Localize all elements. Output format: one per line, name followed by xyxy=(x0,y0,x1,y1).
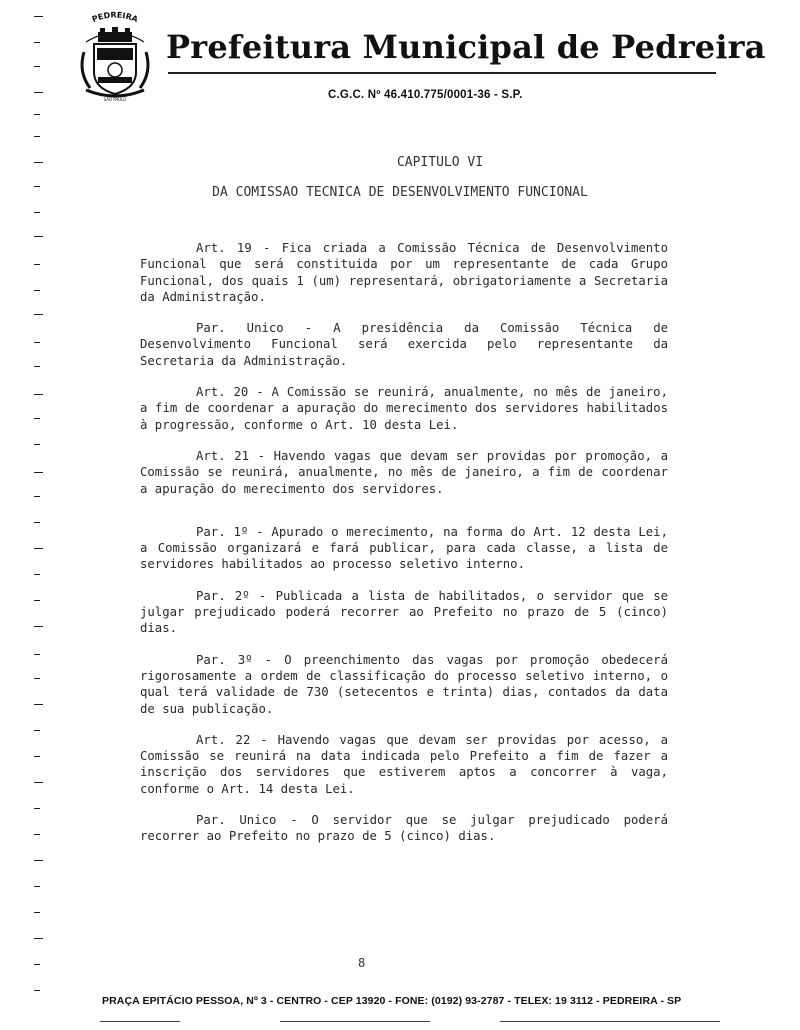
punch-mark xyxy=(34,236,43,237)
paragraph-par-2: Par. 2º - Publicada a lista de habilitados, o servidor que se julgar prejudicado poderá recorrer ao Prefeito no prazo de 5 (cinco) dias. xyxy=(140,588,668,636)
punch-mark xyxy=(34,522,40,523)
crest-label xyxy=(82,10,148,26)
punch-mark xyxy=(34,678,40,679)
punch-mark xyxy=(34,394,43,395)
punch-mark xyxy=(34,496,40,497)
municipal-crest-icon xyxy=(76,22,154,102)
paragraph-art-22: Art. 22 - Havendo vagas que devam ser providas por acesso, a Comissão se reunirá na data indicada pelo Prefeito a fim de fazer a inscrição dos servidores que estiverem aptos a concorrer à vaga, conforme o Art. 14 desta Lei. xyxy=(140,732,668,796)
page-title: Prefeitura Municipal de Pedreira xyxy=(166,28,766,66)
footer-rule xyxy=(280,1021,430,1022)
punch-mark xyxy=(34,290,40,291)
punch-mark xyxy=(34,418,40,419)
punch-mark xyxy=(34,964,40,965)
punch-mark xyxy=(34,990,40,991)
punch-mark xyxy=(34,886,40,887)
punch-mark xyxy=(34,314,43,315)
footer-address: PRAÇA EPITÁCIO PESSOA, Nº 3 - CENTRO - CEP 13920 - FONE: (0192) 93-2787 - TELEX: 19 3112 - PEDREIRA - SP xyxy=(102,995,682,1007)
paragraph-art-19-unico: Par. Unico - A presidência da Comissão Técnica de Desenvolvimento Funcional será exercida pelo representante da Secretaria da Administração. xyxy=(140,321,668,368)
punch-mark xyxy=(34,212,40,213)
punch-mark xyxy=(34,574,40,575)
chapter-number: CAPITULO VI xyxy=(396,155,484,170)
punch-mark xyxy=(34,704,43,705)
svg-text:PEDREIRA: PEDREIRA xyxy=(90,10,140,25)
cgc-registration: C.G.C. Nº 46.410.775/0001-36 - S.P. xyxy=(328,89,523,101)
punch-mark xyxy=(34,366,40,367)
punch-mark xyxy=(34,548,43,549)
paragraph-art-20: Art. 20 - A Comissão se reunirá, anualmente, no mês de janeiro, a fim de coordenar a apuração do merecimento dos servidores habilitados à progressão, conforme o Art. 10 desta Lei. xyxy=(140,385,668,432)
punch-mark xyxy=(34,92,43,93)
punch-mark xyxy=(34,912,40,913)
document-body xyxy=(140,240,668,860)
punch-mark xyxy=(34,808,40,809)
punch-mark xyxy=(34,114,40,115)
punch-mark xyxy=(34,16,43,17)
punch-mark xyxy=(34,600,40,601)
chapter-title: DA COMISSAO TECNICA DE DESENVOLVIMENTO FUNCIONAL xyxy=(212,185,588,200)
punch-mark xyxy=(34,860,43,861)
paragraph-par-3: Par. 3º - O preenchimento das vagas por promoção obedecerá rigorosamente a ordem de classificação do processo seletivo interno, o qual terá validade de 730 (setecentos e trinta) dias, contados da data de sua publicação. xyxy=(140,652,668,716)
paragraph-art-22-unico: Par. Unico - O servidor que se julgar prejudicado poderá recorrer ao Prefeito no prazo de 5 (cinco) dias. xyxy=(140,813,668,844)
punch-mark xyxy=(34,444,40,445)
page-number: 8 xyxy=(358,956,366,970)
punch-mark xyxy=(34,654,40,655)
punch-mark xyxy=(34,136,40,137)
punch-mark xyxy=(34,834,40,835)
punch-mark xyxy=(34,730,40,731)
paragraph-art-21: Art. 21 - Havendo vagas que devam ser providas por promoção, a Comissão se reunirá, anualmente, no mês de janeiro, a fim de coordenar a apuração do merecimento dos servidores. xyxy=(140,448,668,496)
paragraph-par-1: Par. 1º - Apurado o merecimento, na forma do Art. 12 desta Lei, a Comissão organizará e fará publicar, para cada classe, a lista de servidores habilitados ao processo seletivo interno. xyxy=(140,524,668,572)
footer-rule xyxy=(500,1021,720,1022)
punch-mark xyxy=(34,66,40,67)
punch-mark xyxy=(34,938,43,939)
punch-mark xyxy=(34,472,43,473)
punch-mark xyxy=(34,756,40,757)
footer-rule xyxy=(100,1021,180,1022)
header-divider xyxy=(168,72,716,74)
punch-mark xyxy=(34,264,40,265)
punch-mark xyxy=(34,342,40,343)
punch-mark xyxy=(34,42,40,43)
punch-mark xyxy=(34,626,43,627)
svg-text:SÃO PAULO: SÃO PAULO xyxy=(103,97,127,102)
punch-mark xyxy=(34,782,43,783)
paragraph-art-19: Art. 19 - Fica criada a Comissão Técnica de Desenvolvimento Funcional que será constituida por um representante de cada Grupo Funcional, dos quais 1 (um) representará, obrigatoriamente a Secretaria da Administração. xyxy=(140,241,668,304)
